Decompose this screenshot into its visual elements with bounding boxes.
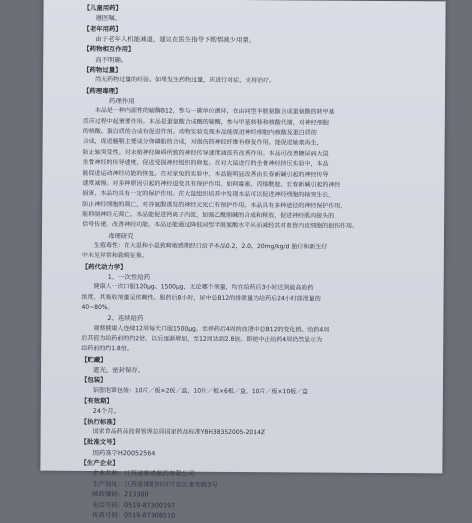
leaflet-paper: [40, 0, 445, 520]
pharmacology-line: 防止轴突变性。对末梢神经障碍所致的神经传导速度减低有改善作用。本品可改善糖尿病大鼠: [82, 148, 329, 158]
pharmacology-line: 坐骨神经的传导速度，促进受损神经组织的修复。在对大鼠进行的坐骨神经挤压实验中，本品: [82, 159, 329, 168]
standard-heading: 【执行标准】: [80, 417, 120, 426]
single-dose-line: 浓度，其吸收剂量呈依赖性。服药后8小时，尿中总B12的排泄量为给药后24小时排泄量的: [81, 293, 321, 303]
manufacturer-heading: 【生产企业】: [80, 458, 119, 468]
pharmacology-line: 合成，促进髓鞘主要成分卵磷脂的合成，对损伤的神经纤维有修复作用，能促进轴索再生，: [82, 138, 323, 148]
single-dose-line: 40~80%。: [81, 303, 114, 312]
approval-text: 国药准字H20052564: [92, 448, 156, 458]
pharmacology-heading: 【药理毒理】: [82, 86, 122, 95]
pharmacology-body: [82, 106, 417, 232]
pharmacology-subheading: 药理作用: [108, 97, 135, 106]
pharmacology-line: 能抑制神经元凋亡。本品能促进钙离子内流，加强乙酰胆碱的合成和释放，促进神经肌肉接头的: [82, 210, 335, 220]
storage-text: 遮光，密封保存。: [93, 365, 145, 375]
pharmacology-line: 损害，本品均具有一定的保护作用。在大鼠组织培养中发现本品可以促进神经细胞的轴突生长，: [82, 190, 335, 199]
validity-heading: 【有效期】: [80, 396, 113, 406]
manufacturer-address: 生产地址：江苏省溧阳经济开发区康安路3号: [92, 479, 218, 489]
approval-heading: 【批准文号】: [80, 438, 119, 447]
pediatric-text: 遵医嘱。: [95, 14, 122, 23]
overdose-text: 尚无药物过量的经验。如果发生药物过量，应进行对症、支持治疗。: [95, 76, 276, 85]
pharmacology-line: 反应过程中起重要作用。本品是蛋氨酸合成酶的辅酶，参与甲基转移和核酸代谢，对神经细胞: [82, 117, 329, 127]
pharmacology-line: 信号传递，改善神经功能。本品还能通过降低同型半胱氨酸水平从而减轻其对血管内皮细胞的损伤作用。: [82, 221, 359, 231]
single-dose-line: 健康人一次口服120μg、1500μg，无论哪个剂量，均在给药后3小时达到最高血药: [93, 283, 314, 292]
manufacturer-name: 企业名称：江苏递赛诺制药有限公司: [92, 469, 195, 479]
pharmacology-line: 的核酸、蛋白质的合成有促进作用。动物实验发现本品能促进神经细胞内核酸及蛋白质的: [82, 128, 317, 137]
pediatric-heading: 【儿童用药】: [83, 3, 122, 13]
single-dose-heading: 1、一次性给药: [107, 272, 151, 282]
storage-heading: 【贮藏】: [81, 355, 107, 364]
validity-text: 24个月。: [92, 407, 121, 416]
overdose-heading: 【药物过量】: [83, 65, 122, 75]
pharmacology-line: 本品是一种内源性的辅酶B12，参与一碳单位循环，在由同型半胱氨酸合成蛋氨酸的转甲基: [94, 107, 335, 117]
pharmacology-line: 能促进运动神经功能的恢复。在对家兔的实验中，本品能明显改善由长春新碱引起的神经传导: [82, 169, 329, 179]
multi-dose-line: 给药前的约1.8倍。: [81, 345, 133, 353]
interactions-heading: 【药物相互作用】: [83, 45, 135, 54]
toxicology-line: 中未见异常和致畸征象。: [81, 252, 148, 260]
elderly-text: 由于老年人机能减退，建议在医生指导下酌情减少用量。: [95, 34, 256, 45]
toxicology-heading: 毒理研究: [107, 231, 134, 240]
elderly-heading: 【老年用药】: [83, 24, 122, 33]
package-heading: 【包装】: [80, 376, 107, 385]
standard-text: 国家食品药品监督管理总局国家药品标准YBH38352005-2014Z: [92, 428, 266, 437]
manufacturer-fax: 传真号码：0519-87308510: [92, 510, 176, 520]
interactions-text: 尚不明确。: [95, 55, 128, 64]
pharmacology-line: 防止神经细胞的凋亡，对谷氨酸诱发的神经元死亡有保护作用。本品具有多种途径的神经保护作用，: [82, 200, 347, 210]
manufacturer-phone: 电话号码：0519-87300197: [92, 500, 176, 510]
pharmacokinetics-heading: 【药代动力学】: [81, 262, 127, 271]
leaflet-content: [80, 3, 418, 523]
toxicology-line: 生殖毒性：在大鼠和小鼠致畸敏感期经口给予本品0.2、2.0、20mg/kg/d 胎仔和新生仔: [93, 241, 328, 251]
multi-dose-line: 后其值为给药前的约2倍，以后逐渐增加，至12周达到2.8倍。即使中止给药4周仍然显示为: [81, 334, 323, 344]
manufacturer-postcode: 邮政编码：213300: [92, 490, 149, 499]
multi-dose-heading: 2、连续给药: [107, 314, 144, 323]
pharmacology-line: 速度减慢。对多种原因引起的神经退变具有保护作用。如阿霉素、丙烯酰胺、长春新碱引起的神经: [82, 179, 341, 189]
multi-dose-line: 观察健康人连续12周每天口服1500μg，至停药后4周的血清中总B12的变化值。给药4周: [93, 324, 330, 334]
package-text: 铝塑泡罩包装：10片／板×2板／盒，10片／板×6板／盒，10片／板×10板／盒: [92, 386, 309, 396]
